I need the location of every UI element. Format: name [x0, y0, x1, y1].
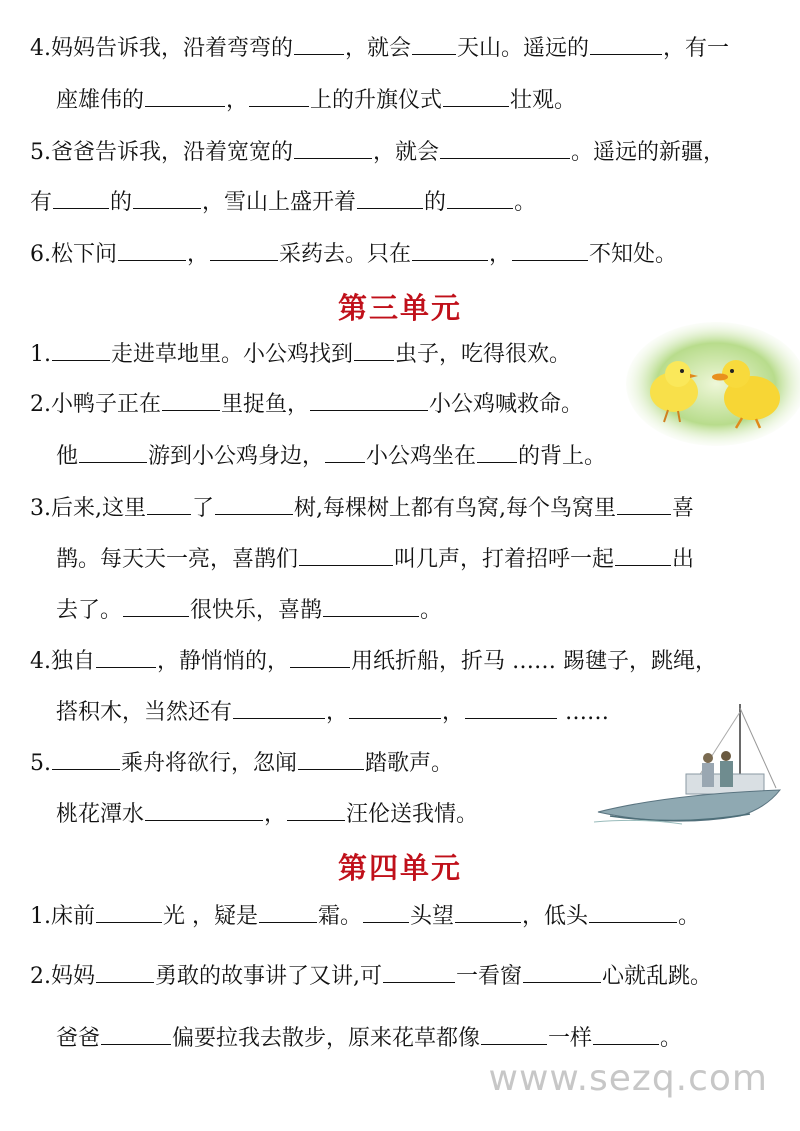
- blank[interactable]: [447, 186, 513, 209]
- u2-q4-line2: 座雄伟的 ， 上的升旗仪式 壮观。: [56, 84, 800, 116]
- blank[interactable]: [349, 696, 441, 719]
- blank[interactable]: [123, 594, 189, 617]
- blank[interactable]: [96, 900, 162, 923]
- u2-q5-line1: 5.爸爸告诉我，沿着宽宽的 ，就会 。遥远的新疆，: [30, 136, 800, 168]
- blank[interactable]: [512, 238, 588, 261]
- u2-q4-line1: 4.妈妈告诉我，沿着弯弯的 ，就会 天山。遥远的 ，有一: [30, 32, 800, 64]
- u3-q5-line2: 桃花潭水 ， 汪伦送我情。: [56, 798, 800, 830]
- blank[interactable]: [354, 338, 394, 361]
- blank[interactable]: [79, 440, 147, 463]
- blank[interactable]: [259, 900, 317, 923]
- u3-q2-line1: 2.小鸭子正在 里捉鱼， 小公鸡喊救命。: [30, 388, 800, 420]
- blank[interactable]: [52, 747, 120, 770]
- u4-q2-line1: 2.妈妈 勇敢的故事讲了又讲,可 一看窗 心就乱跳。: [30, 960, 800, 992]
- blank[interactable]: [249, 84, 309, 107]
- blank[interactable]: [96, 645, 156, 668]
- blank[interactable]: [443, 84, 509, 107]
- blank[interactable]: [52, 338, 110, 361]
- u3-q4-line2: 搭积木，当然还有 ， ， ……: [56, 696, 800, 728]
- blank[interactable]: [299, 543, 393, 566]
- u3-q3-line1: 3.后来,这里 了 树,每棵树上都有鸟窝,每个鸟窝里 喜: [30, 492, 800, 524]
- blank[interactable]: [617, 492, 671, 515]
- blank[interactable]: [162, 388, 220, 411]
- blank[interactable]: [294, 32, 344, 55]
- blank[interactable]: [298, 747, 364, 770]
- boat-illustration: [590, 698, 786, 836]
- blank[interactable]: [325, 440, 365, 463]
- blank[interactable]: [101, 1022, 171, 1045]
- blank[interactable]: [412, 32, 456, 55]
- unit3-title: 第三单元: [337, 291, 462, 325]
- blank[interactable]: [147, 492, 191, 515]
- blank[interactable]: [53, 186, 109, 209]
- u3-q3-line2: 鹊。每天天一亮，喜鹊们 叫几声，打着招呼一起 出: [56, 543, 800, 575]
- blank[interactable]: [287, 798, 345, 821]
- blank[interactable]: [145, 84, 225, 107]
- blank[interactable]: [465, 696, 557, 719]
- blank[interactable]: [323, 594, 419, 617]
- blank[interactable]: [233, 696, 325, 719]
- blank[interactable]: [210, 238, 278, 261]
- blank[interactable]: [440, 136, 570, 159]
- u2-q5-line2: 有 的 ，雪山上盛开着 的 。: [30, 186, 800, 218]
- blank[interactable]: [363, 900, 409, 923]
- blank[interactable]: [412, 238, 488, 261]
- blank[interactable]: [455, 900, 521, 923]
- u3-q5-line1: 5. 乘舟将欲行，忽闻 踏歌声。: [30, 747, 800, 779]
- blank[interactable]: [133, 186, 201, 209]
- blank[interactable]: [215, 492, 293, 515]
- chicks-illustration: [624, 316, 800, 446]
- blank[interactable]: [383, 960, 455, 983]
- u3-q4-line1: 4.独自 ，静悄悄的， 用纸折船，折马 …… 踢毽子，跳绳，: [30, 645, 800, 677]
- blank[interactable]: [615, 543, 671, 566]
- blank[interactable]: [145, 798, 263, 821]
- watermark: www.sezq.com: [488, 1058, 768, 1099]
- u4-q2-line2: 爸爸 偏要拉我去散步，原来花草都像 一样 。: [56, 1022, 800, 1054]
- u3-q3-line3: 去了。 很快乐，喜鹊 。: [56, 594, 800, 626]
- blank[interactable]: [290, 645, 350, 668]
- blank[interactable]: [477, 440, 517, 463]
- blank[interactable]: [310, 388, 428, 411]
- blank[interactable]: [118, 238, 186, 261]
- blank[interactable]: [481, 1022, 547, 1045]
- blank[interactable]: [593, 1022, 659, 1045]
- blank[interactable]: [96, 960, 154, 983]
- blank[interactable]: [294, 136, 372, 159]
- u3-q1: 1. 走进草地里。小公鸡找到 虫子，吃得很欢。: [30, 338, 800, 370]
- u3-q2-line2: 他 游到小公鸡身边， 小公鸡坐在 的背上。: [56, 440, 800, 472]
- blank[interactable]: [589, 900, 677, 923]
- blank[interactable]: [590, 32, 662, 55]
- unit4-title: 第四单元: [337, 851, 462, 885]
- u2-q6: 6.松下问 ， 采药去。只在 ， 不知处。: [30, 238, 800, 270]
- blank[interactable]: [357, 186, 423, 209]
- blank[interactable]: [523, 960, 601, 983]
- u4-q1: 1.床前 光 ，疑是 霜。 头望 ，低头 。: [30, 900, 800, 932]
